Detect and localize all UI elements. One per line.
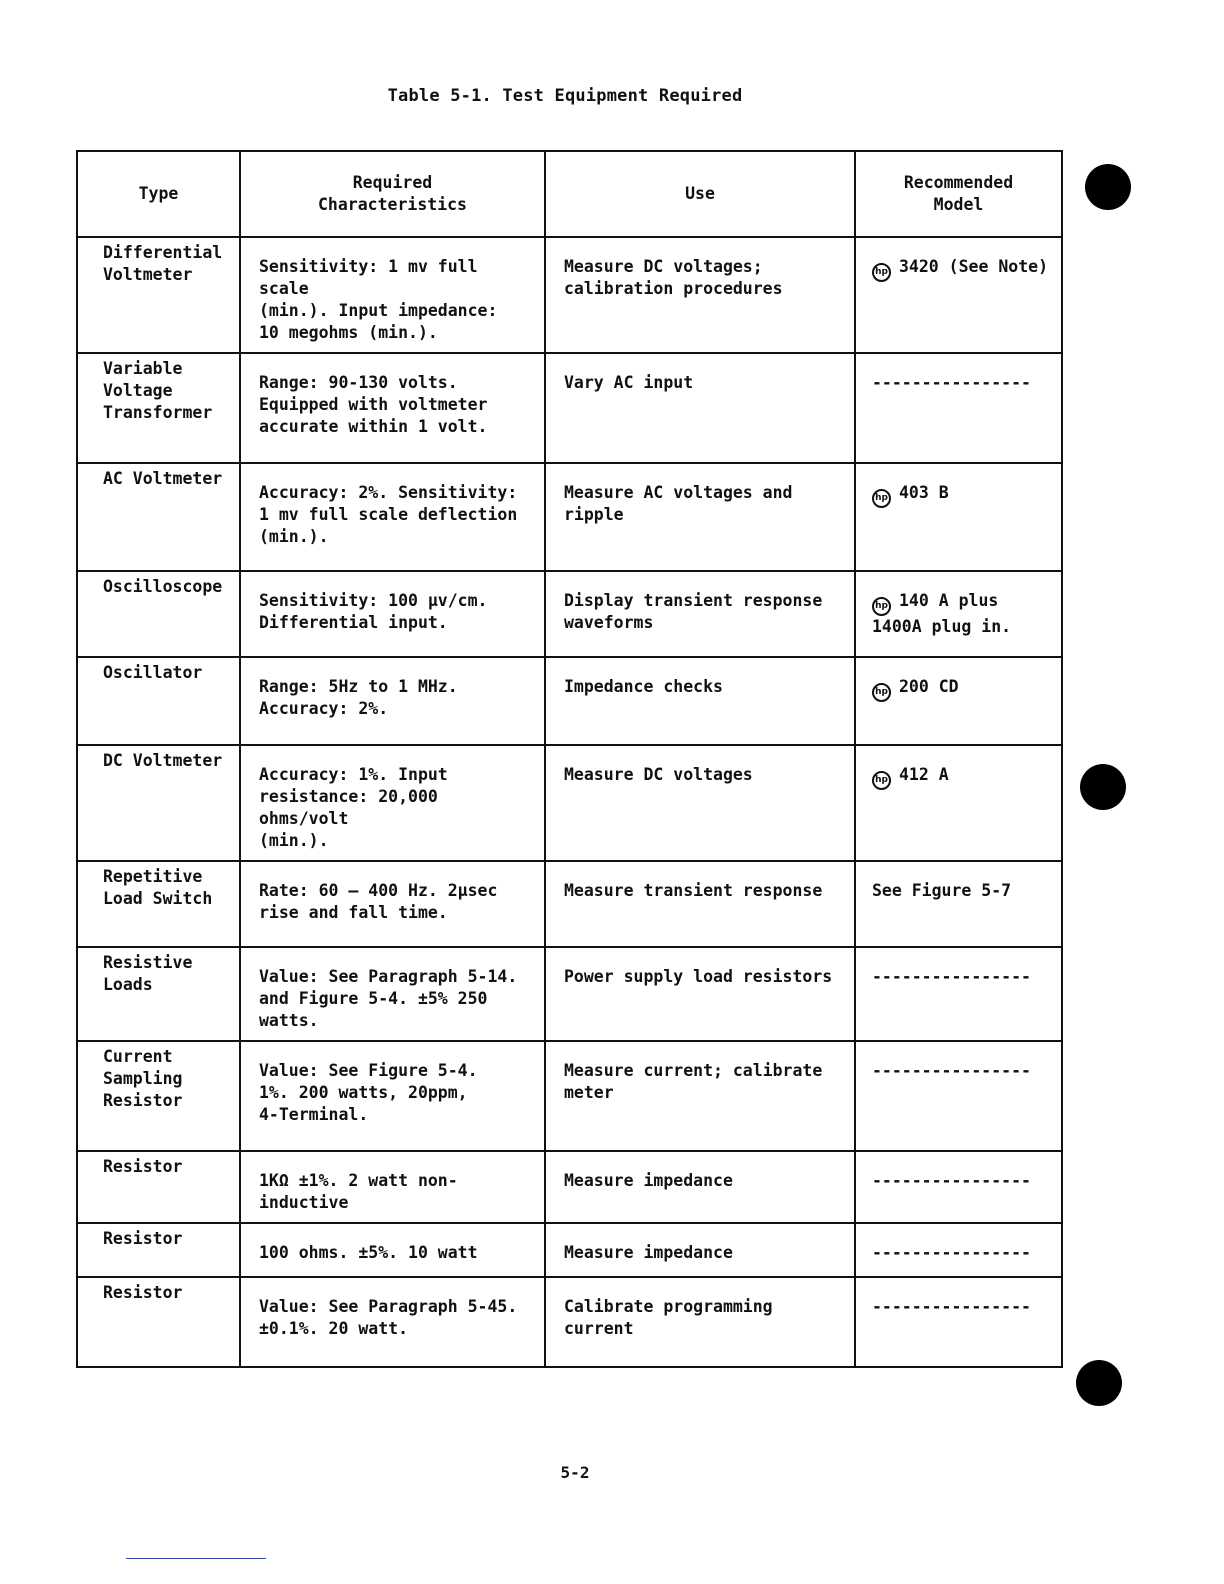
use-cell: [545, 237, 855, 353]
type-cell-text: Resistor: [103, 1229, 183, 1248]
binder-hole-middle: [1080, 764, 1126, 810]
table-row: [77, 571, 1062, 657]
table-row: [77, 1223, 1062, 1277]
model-cell-text: ----------------: [872, 373, 1031, 392]
required-cell: [240, 947, 545, 1041]
type-cell: [77, 745, 240, 861]
required-cell-text: Sensitivity: 100 μv/cm. Differential input.: [259, 591, 488, 632]
type-cell: [77, 657, 240, 745]
use-cell-text: Measure impedance: [564, 1243, 733, 1262]
required-cell-text: Rate: 60 — 400 Hz. 2μsec rise and fall time.: [259, 881, 498, 922]
table-row: [77, 947, 1062, 1041]
hp-logo-icon: hp: [872, 489, 891, 508]
use-cell: [545, 1151, 855, 1223]
type-cell-text: Resistive Loads: [103, 953, 193, 994]
type-cell: [77, 1151, 240, 1223]
use-cell-text: Measure impedance: [564, 1171, 733, 1190]
type-cell: [77, 237, 240, 353]
required-cell-text: Sensitivity: 1 mv full scale (min.). Input impedance: 10 megohms (min.).: [259, 257, 498, 342]
model-cell: [855, 463, 1062, 571]
use-cell: [545, 571, 855, 657]
required-cell-text: Range: 90-130 volts. Equipped with voltmeter accurate within 1 volt.: [259, 373, 488, 436]
model-cell-text: 403 B: [899, 483, 949, 502]
required-cell-text: 1KΩ ±1%. 2 watt non-inductive: [259, 1171, 458, 1212]
type-cell-text: Repetitive Load Switch: [103, 867, 213, 908]
model-cell: [855, 861, 1062, 947]
model-cell-text: 412 A: [899, 765, 949, 784]
use-cell-text: Measure DC voltages; calibration procedures: [564, 257, 783, 298]
model-cell: [855, 571, 1062, 657]
model-cell-text: 140 A plus 1400A plug in.: [872, 591, 1012, 636]
use-cell-text: Calibrate programming current: [564, 1297, 773, 1338]
type-cell-text: Oscilloscope: [103, 577, 223, 596]
type-cell-text: Oscillator: [103, 663, 203, 682]
table-row: [77, 745, 1062, 861]
use-cell-text: Measure DC voltages: [564, 765, 753, 784]
required-cell-text: 100 ohms. ±5%. 10 watt: [259, 1243, 478, 1262]
table-row: [77, 657, 1062, 745]
required-cell: [240, 745, 545, 861]
required-cell: [240, 571, 545, 657]
required-cell: [240, 1041, 545, 1151]
required-cell-text: Value: See Figure 5-4. 1%. 200 watts, 20ppm, 4-Terminal.: [259, 1061, 478, 1124]
required-cell-text: Range: 5Hz to 1 MHz. Accuracy: 2%.: [259, 677, 458, 718]
type-cell: [77, 1277, 240, 1367]
table-row: [77, 861, 1062, 947]
page-number: 5-2: [560, 1463, 590, 1482]
use-cell: [545, 1041, 855, 1151]
footer-rule: [126, 1558, 266, 1559]
use-cell: [545, 1277, 855, 1367]
use-cell-text: Measure transient response: [564, 881, 823, 900]
header-recommended-model: Recommended Model: [855, 151, 1062, 237]
required-cell: [240, 1223, 545, 1277]
table-title: Table 5-1. Test Equipment Required: [387, 86, 743, 106]
model-cell-text: ----------------: [872, 1297, 1031, 1316]
test-equipment-table: [76, 150, 1063, 1368]
required-cell: [240, 657, 545, 745]
required-cell-text: Value: See Paragraph 5-45. ±0.1%. 20 watt.: [259, 1297, 518, 1338]
use-cell: [545, 745, 855, 861]
use-cell-text: Display transient response waveforms: [564, 591, 823, 632]
use-cell-text: Measure current; calibrate meter: [564, 1061, 823, 1102]
hp-logo-icon: hp: [872, 683, 891, 702]
model-cell: [855, 1223, 1062, 1277]
table-row: [77, 353, 1062, 463]
model-cell: [855, 1151, 1062, 1223]
header-type: Type: [77, 151, 240, 237]
model-cell: [855, 237, 1062, 353]
required-cell: [240, 1277, 545, 1367]
model-cell-text: See Figure 5-7: [872, 881, 1012, 900]
model-cell-text: 200 CD: [899, 677, 959, 696]
model-cell: [855, 353, 1062, 463]
required-cell: [240, 353, 545, 463]
hp-logo-icon: hp: [872, 263, 891, 282]
use-cell: [545, 1223, 855, 1277]
hp-logo-icon: hp: [872, 597, 891, 616]
table-header-row: [77, 151, 1062, 237]
model-cell-text: ----------------: [872, 1171, 1031, 1190]
type-cell-text: AC Voltmeter: [103, 469, 223, 488]
type-cell-text: DC Voltmeter: [103, 751, 223, 770]
model-cell-text: 3420 (See Note): [899, 257, 1049, 276]
type-cell-text: Variable Voltage Transformer: [103, 359, 213, 422]
model-cell-text: ----------------: [872, 1243, 1031, 1262]
use-cell: [545, 353, 855, 463]
type-cell-text: Current Sampling Resistor: [103, 1047, 183, 1110]
type-cell: [77, 353, 240, 463]
type-cell: [77, 1041, 240, 1151]
model-cell: [855, 947, 1062, 1041]
binder-hole-bottom: [1076, 1360, 1122, 1406]
model-cell: [855, 1041, 1062, 1151]
type-cell: [77, 463, 240, 571]
use-cell-text: Measure AC voltages and ripple: [564, 483, 793, 524]
use-cell: [545, 463, 855, 571]
type-cell: [77, 861, 240, 947]
type-cell-text: Differential Voltmeter: [103, 243, 223, 284]
table-row: [77, 1277, 1062, 1367]
required-cell-text: Accuracy: 2%. Sensitivity: 1 mv full scale deflection (min.).: [259, 483, 518, 546]
type-cell: [77, 1223, 240, 1277]
type-cell: [77, 571, 240, 657]
table-row: [77, 1151, 1062, 1223]
header-required-characteristics: Required Characteristics: [240, 151, 545, 237]
model-cell-text: ----------------: [872, 1061, 1031, 1080]
use-cell: [545, 947, 855, 1041]
table-row: [77, 463, 1062, 571]
use-cell: [545, 657, 855, 745]
required-cell-text: Value: See Paragraph 5-14. and Figure 5-4. ±5% 250 watts.: [259, 967, 518, 1030]
table-row: [77, 1041, 1062, 1151]
header-use: Use: [545, 151, 855, 237]
use-cell-text: Impedance checks: [564, 677, 723, 696]
model-cell-text: ----------------: [872, 967, 1031, 986]
binder-hole-top: [1085, 164, 1131, 210]
hp-logo-icon: hp: [872, 771, 891, 790]
table-row: [77, 237, 1062, 353]
model-cell: [855, 745, 1062, 861]
model-cell: [855, 657, 1062, 745]
required-cell-text: Accuracy: 1%. Input resistance: 20,000 ohms/volt (min.).: [259, 765, 448, 850]
type-cell-text: Resistor: [103, 1157, 183, 1176]
required-cell: [240, 861, 545, 947]
required-cell: [240, 237, 545, 353]
required-cell: [240, 463, 545, 571]
type-cell: [77, 947, 240, 1041]
use-cell: [545, 861, 855, 947]
required-cell: [240, 1151, 545, 1223]
use-cell-text: Power supply load resistors: [564, 967, 833, 986]
type-cell-text: Resistor: [103, 1283, 183, 1302]
model-cell: [855, 1277, 1062, 1367]
use-cell-text: Vary AC input: [564, 373, 694, 392]
